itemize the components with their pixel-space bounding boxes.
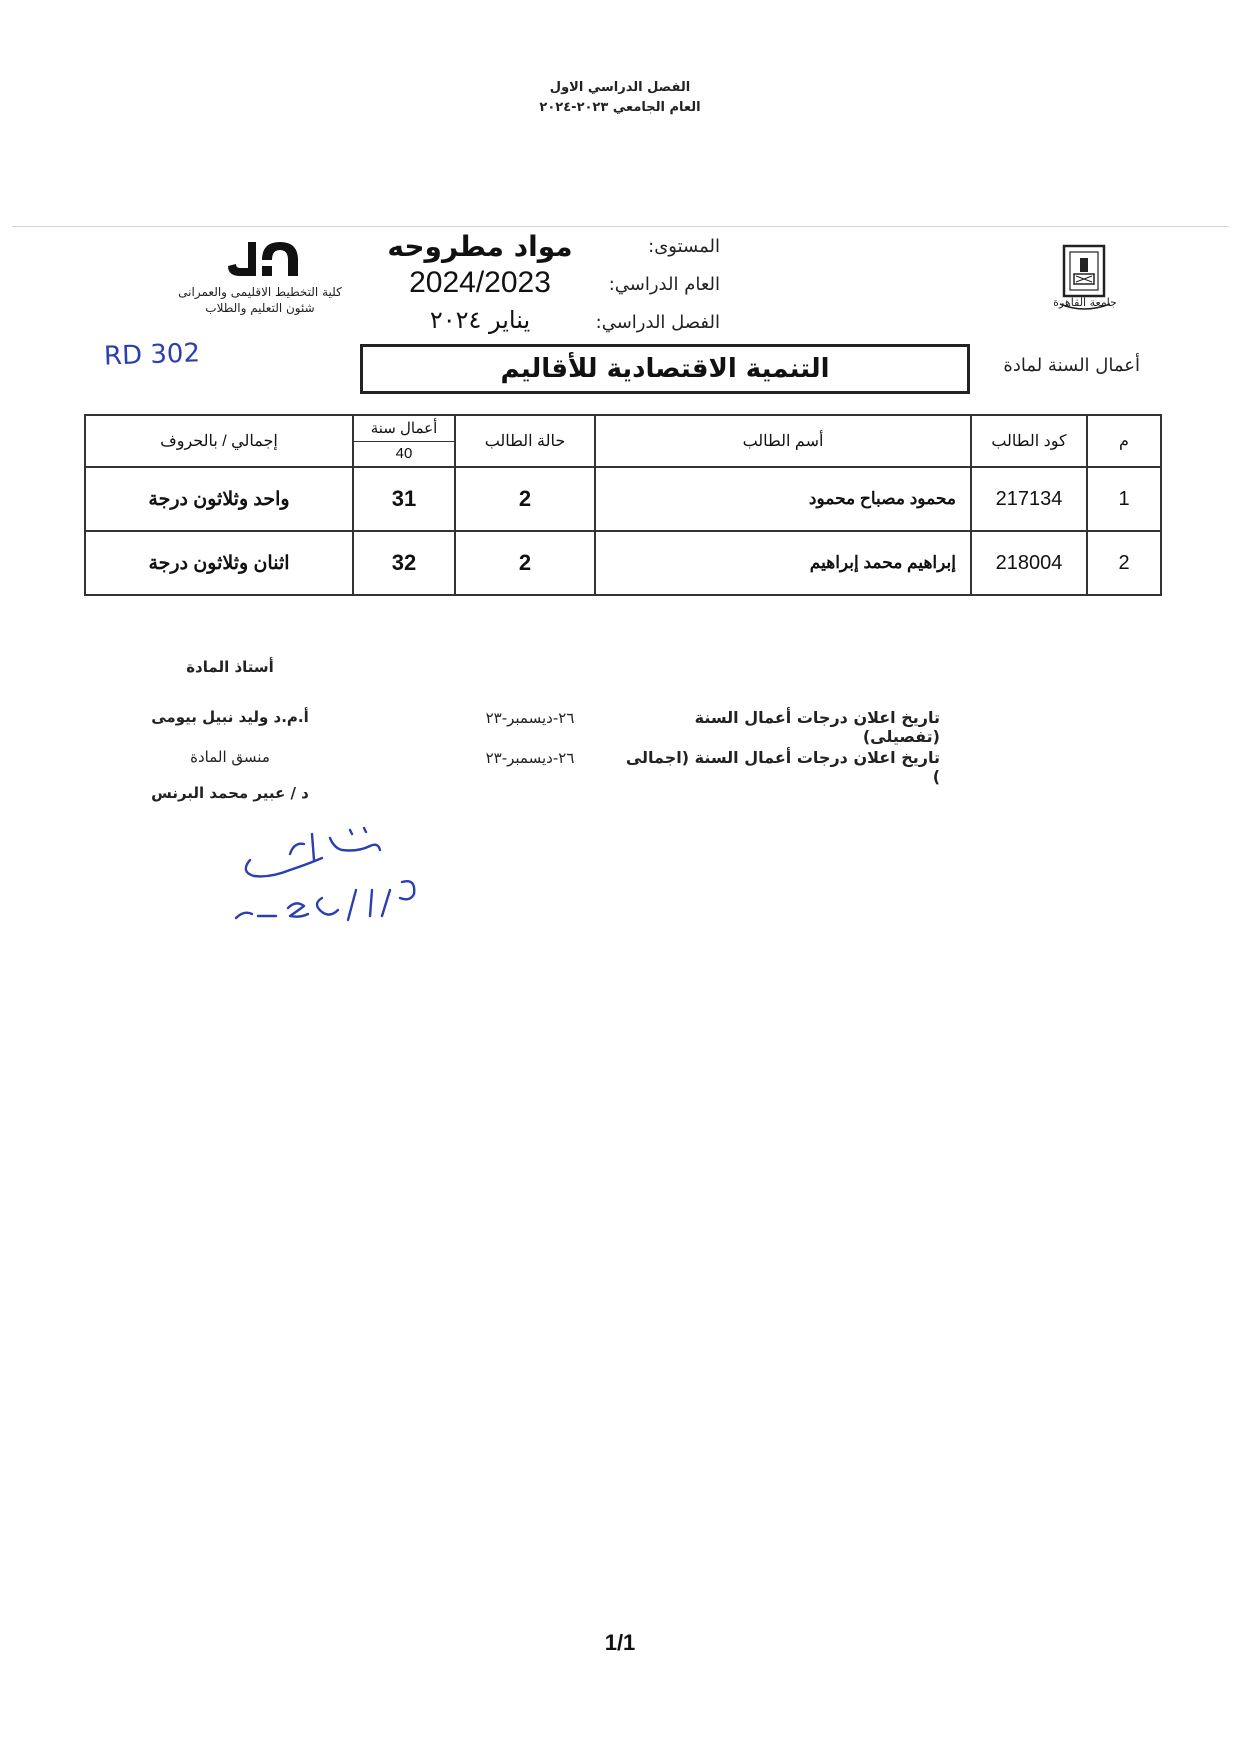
coordinator-name: د / عبير محمد البرنس <box>151 784 309 802</box>
instructor-name: أ.م.د وليد نبيل بيومى <box>151 708 309 726</box>
header-coursework <box>353 415 455 467</box>
header-status: حالة الطالب <box>455 415 595 467</box>
row-name: محمود مصباح محمود <box>595 467 971 531</box>
header-divider <box>12 226 1229 227</box>
semester-line: الفصل الدراسي الاول <box>549 80 691 95</box>
course-name-box <box>360 344 970 394</box>
level-value: مواد مطروحه <box>387 230 573 263</box>
header-name: أسم الطالب <box>595 415 971 467</box>
announce-detailed-date: ٢٦-ديسمبر-٢٣ <box>485 709 575 727</box>
coordinator-title: منسق المادة <box>190 748 270 766</box>
row-code: 217134 <box>971 467 1087 531</box>
row-status: 2 <box>455 531 595 595</box>
announce-total-date: ٢٦-ديسمبر-٢٣ <box>485 749 575 767</box>
header-total-words: إجمالي / بالحروف <box>85 415 353 467</box>
instructor-title: أستاذ المادة <box>186 658 274 676</box>
row-code: 218004 <box>971 531 1087 595</box>
header-code: كود الطالب <box>971 415 1087 467</box>
document-header <box>520 78 720 118</box>
university-logo-caption: جامعة القاهرة <box>1053 296 1117 309</box>
announce-detailed-label: تاريخ اعلان درجات أعمال السنة (تفصيلى) <box>694 708 940 746</box>
row-mark: 31 <box>353 467 455 531</box>
row-status: 2 <box>455 467 595 531</box>
grades-table <box>84 414 1162 596</box>
term-value: يناير ٢٠٢٤ <box>429 306 531 334</box>
handwritten-signature-icon <box>230 820 470 930</box>
academic-year-line: العام الجامعي ٢٠٢٣-٢٠٢٤ <box>539 100 701 115</box>
row-name: إبراهيم محمد إبراهيم <box>595 531 971 595</box>
handwritten-course-code: RD 302 <box>103 338 201 372</box>
row-mark: 32 <box>353 531 455 595</box>
level-label: المستوى: <box>648 236 720 257</box>
table-header-row <box>85 415 1161 467</box>
faculty-name-line1: كلية التخطيط الاقليمى والعمرانى <box>178 285 342 299</box>
faculty-name-line2: شئون التعليم والطلاب <box>205 301 315 315</box>
table-row <box>85 467 1161 531</box>
year-value: 2024/2023 <box>409 266 551 299</box>
table-row <box>85 531 1161 595</box>
header-index: م <box>1087 415 1161 467</box>
header-coursework-label: أعمال سنة <box>354 416 454 442</box>
row-index: 2 <box>1087 531 1161 595</box>
page-number: 1/1 <box>604 1630 636 1655</box>
term-label: الفصل الدراسي: <box>595 312 720 333</box>
course-label: أعمال السنة لمادة <box>1003 355 1140 376</box>
year-label: العام الدراسي: <box>608 274 720 295</box>
faculty-logo-icon <box>222 236 306 278</box>
course-name: التنمية الاقتصادية للأقاليم <box>500 354 830 384</box>
faculty-name <box>150 284 370 316</box>
row-index: 1 <box>1087 467 1161 531</box>
row-words: واحد وثلاثون درجة <box>85 467 353 531</box>
announce-total-label: تاريخ اعلان درجات أعمال السنة (اجمالى ) <box>625 748 940 786</box>
row-words: اثنان وثلاثون درجة <box>85 531 353 595</box>
header-coursework-max: 40 <box>395 445 413 463</box>
